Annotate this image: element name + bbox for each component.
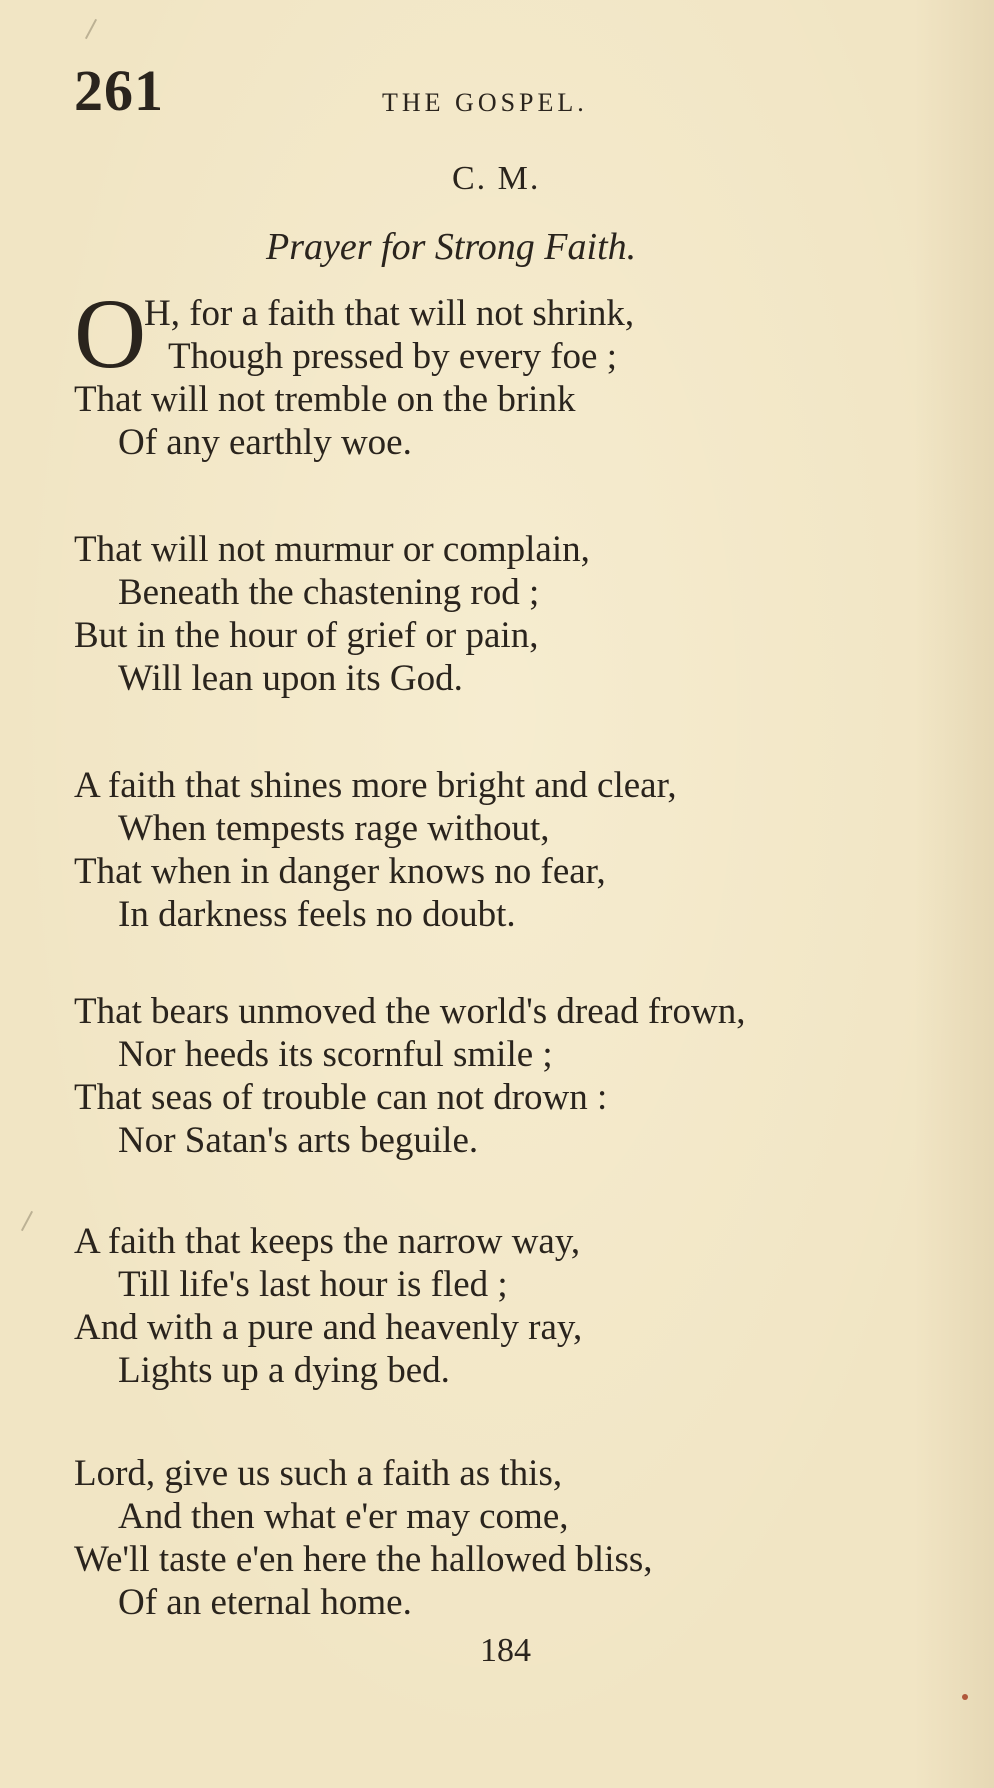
pencil-mark	[21, 1211, 33, 1231]
drop-cap-block	[74, 278, 954, 389]
stanza-line: Till life's last hour is fled ;	[118, 1264, 508, 1305]
stanza-3	[74, 764, 954, 936]
stanza-4	[74, 990, 954, 1162]
hymn-number: 261	[74, 58, 164, 123]
stanza-line: Nor Satan's arts beguile.	[118, 1120, 479, 1161]
stanza-line: That will not tremble on the brink	[74, 379, 576, 420]
stanza-line: And then what e'er may come,	[118, 1496, 569, 1537]
stanza-line: That will not murmur or complain,	[74, 529, 590, 570]
drop-cap: O	[74, 278, 147, 389]
stanza-line: When tempests rage without,	[118, 808, 550, 849]
stanza-line: Of an eternal home.	[118, 1582, 412, 1623]
stanza-line: We'll taste e'en here the hallowed bliss,	[74, 1539, 653, 1580]
stanza-5	[74, 1220, 954, 1392]
pencil-mark	[85, 19, 97, 39]
stanza-line: A faith that keeps the narrow way,	[74, 1221, 581, 1262]
stanza-2	[74, 528, 954, 700]
stanza-6	[74, 1452, 954, 1624]
stanza-line: Beneath the chastening rod ;	[118, 572, 540, 613]
stanza-line: Lord, give us such a faith as this,	[74, 1453, 563, 1494]
stanza-line: That when in danger knows no fear,	[74, 851, 606, 892]
stanza-line: H, for a faith that will not shrink,	[144, 293, 635, 334]
stanza-line: A faith that shines more bright and clear,	[74, 765, 677, 806]
stanza-line: That seas of trouble can not drown :	[74, 1077, 608, 1118]
meter-label: C. M.	[452, 160, 541, 197]
stanza-line: Lights up a dying bed.	[118, 1350, 450, 1391]
stanza-line: Will lean upon its God.	[118, 658, 463, 699]
hymn-title: Prayer for Strong Faith.	[266, 226, 637, 268]
stanza-line: That bears unmoved the world's dread frown,	[74, 991, 746, 1032]
stanza-1	[74, 278, 954, 464]
stanza-line: But in the hour of grief or pain,	[74, 615, 539, 656]
stanza-line: In darkness feels no doubt.	[118, 894, 516, 935]
stanza-line: And with a pure and heavenly ray,	[74, 1307, 583, 1348]
running-head: THE GOSPEL.	[382, 88, 588, 117]
page-number: 184	[480, 1632, 531, 1669]
stanza-line: Though pressed by every foe ;	[168, 336, 618, 377]
stanza-line: Nor heeds its scornful smile ;	[118, 1034, 553, 1075]
stanza-line: Of any earthly woe.	[118, 422, 412, 463]
ink-speck	[962, 1694, 968, 1700]
